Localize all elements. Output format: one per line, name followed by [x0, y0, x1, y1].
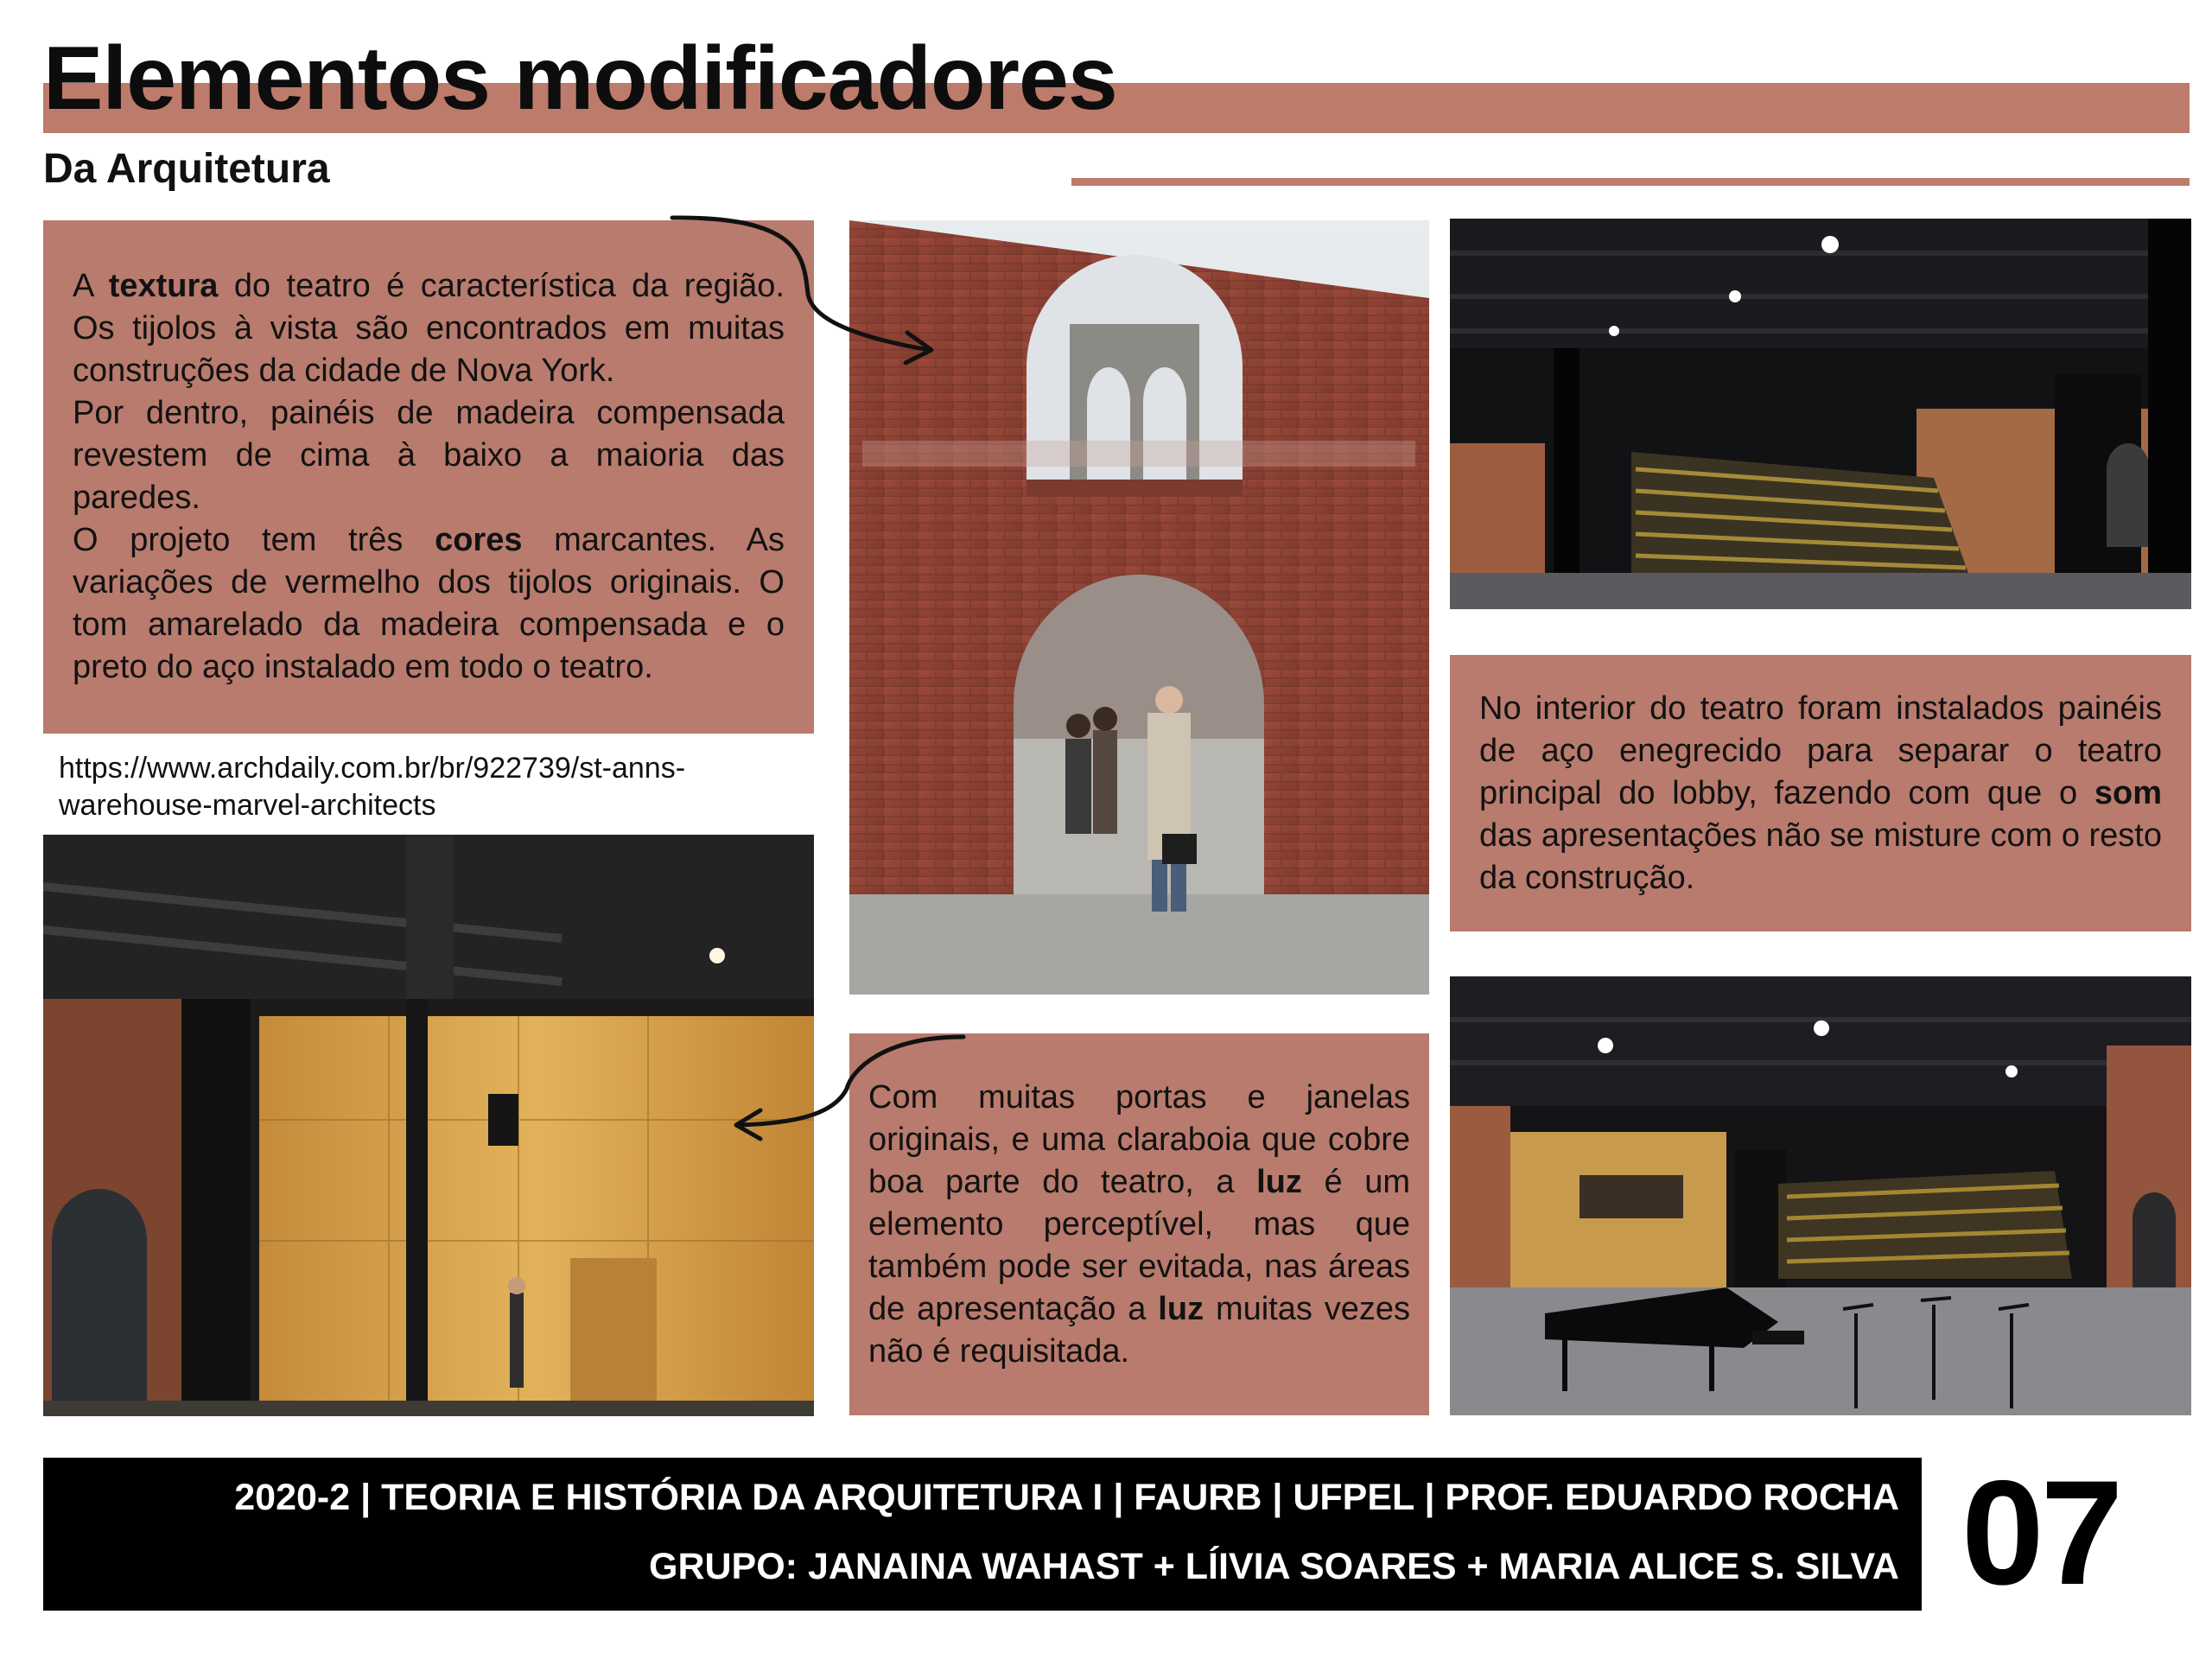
- sound-text-box: [1450, 655, 2191, 931]
- texture-text-box: [43, 220, 814, 734]
- sound-text-a: No interior do teatro foram instalados painéis de aço enegrecido para separar o teatro principal do lobby, fazendo com que o: [1479, 690, 2162, 811]
- brick-arches-photo: [849, 220, 1429, 995]
- auditorium-seating-photo: [1450, 219, 2191, 609]
- source-link-line2[interactable]: warehouse-marvel-architects: [59, 789, 436, 822]
- plywood-paragraph: Por dentro, painéis de madeira compensada revestem de cima à baixo a maioria das paredes.: [73, 395, 785, 516]
- source-link-line1[interactable]: https://www.archdaily.com.br/br/922739/st-anns-: [59, 752, 686, 785]
- page-title: Elementos modificadores: [43, 29, 1117, 129]
- sound-paragraph: [1479, 688, 2162, 899]
- texture-text-b: do teatro é característica da região. Os tijolos à vista são encontrados em muitas construções da cidade de Nova York.: [73, 268, 785, 389]
- subtitle-divider-line: [1071, 178, 2190, 186]
- light-text-a: Com muitas portas e janelas originais, e uma claraboia que cobre boa parte do teatro, a: [868, 1079, 1410, 1200]
- texture-text-a: A: [73, 268, 109, 304]
- footer-course-info: 2020-2 | TEORIA E HISTÓRIA DA ARQUITETURA I | FAURB | UFPEL | PROF. EDUARDO ROCHA: [234, 1477, 1899, 1518]
- light-keyword: luz: [1256, 1164, 1302, 1200]
- light-paragraph: [868, 1077, 1410, 1373]
- texture-paragraph: [73, 265, 785, 392]
- light-text-b: é um elemento perceptível, mas que também pode ser evitada, nas áreas de apresentação a: [868, 1164, 1410, 1327]
- colors-text-a: O projeto tem três: [73, 522, 435, 558]
- plywood-interior-photo: [43, 835, 814, 1416]
- light-text-box: [849, 1033, 1429, 1415]
- colors-text-b: marcantes. As variações de vermelho dos tijolos originais. O tom amarelado da madeira compensada e o preto do aço instalado em todo o teatro.: [73, 522, 785, 685]
- stage-piano-photo: [1450, 976, 2191, 1415]
- sound-keyword: som: [2094, 775, 2162, 811]
- light-text-c: muitas vezes não é requisitada.: [868, 1291, 1411, 1370]
- footer-bar: [43, 1458, 1922, 1611]
- sound-text-b: das apresentações não se misture com o resto da construção.: [1479, 817, 2162, 896]
- page-subtitle: Da Arquitetura: [43, 146, 330, 192]
- colors-keyword: cores: [435, 522, 523, 558]
- page-number: 07: [1961, 1450, 2120, 1616]
- footer-group-info: GRUPO: JANAINA WAHAST + LÍIVIA SOARES + MARIA ALICE S. SILVA: [649, 1546, 1899, 1587]
- colors-paragraph: [73, 519, 785, 689]
- light-keyword-2: luz: [1158, 1291, 1205, 1327]
- texture-keyword: textura: [108, 268, 219, 304]
- source-link[interactable]: [59, 750, 802, 824]
